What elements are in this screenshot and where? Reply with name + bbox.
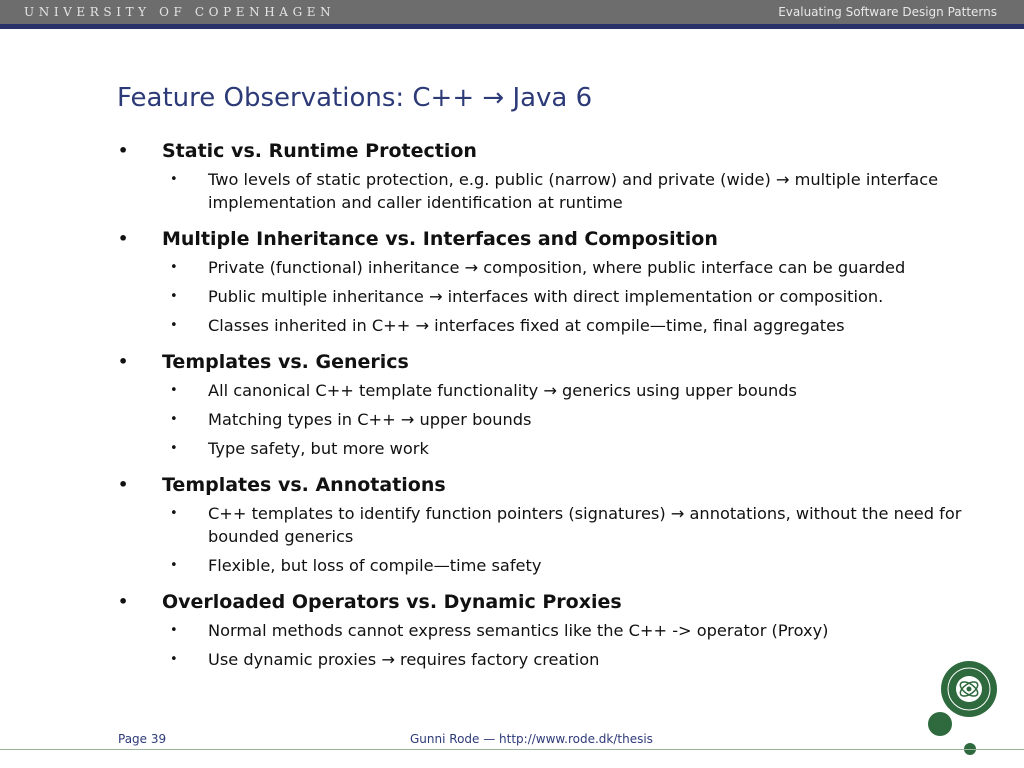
bullet-icon: • — [170, 383, 178, 398]
section-static-runtime — [116, 138, 996, 214]
list-item — [116, 502, 996, 548]
list-item-text: Flexible, but loss of compile—time safety — [208, 556, 542, 575]
list-item-text: All canonical C++ template functionality → generics using upper bounds — [208, 381, 797, 400]
list-item-text: Type safety, but more work — [208, 439, 429, 458]
section-heading-text: Templates vs. Generics — [162, 351, 409, 373]
decorative-dot-large — [928, 712, 952, 736]
section-heading — [116, 138, 996, 164]
page-number: Page 39 — [118, 732, 167, 746]
section-templates-generics — [116, 349, 996, 460]
header-bar — [0, 0, 1024, 24]
list-item-text: Use dynamic proxies → requires factory creation — [208, 650, 600, 669]
bullet-icon: • — [170, 441, 178, 456]
university-seal-icon — [940, 660, 998, 718]
list-item-text: Classes inherited in C++ → interfaces fixed at compile—time, final aggregates — [208, 316, 845, 335]
section-inheritance — [116, 226, 996, 337]
list-item-text: Two levels of static protection, e.g. public (narrow) and private (wide) → multiple interface implementation and caller identification at runtime — [208, 170, 939, 212]
list-item — [116, 256, 996, 279]
bullet-icon: • — [118, 475, 129, 494]
list-item — [116, 648, 996, 671]
section-heading — [116, 589, 996, 615]
section-heading-text: Templates vs. Annotations — [162, 474, 446, 496]
bullet-icon: • — [170, 652, 178, 667]
list-item — [116, 379, 996, 402]
list-item-text: Private (functional) inheritance → composition, where public interface can be guarded — [208, 258, 906, 277]
header-rule — [0, 24, 1024, 29]
university-name: UNIVERSITY OF COPENHAGEN — [24, 5, 336, 19]
section-heading — [116, 226, 996, 252]
list-item — [116, 168, 996, 214]
list-item — [116, 554, 996, 577]
bullet-icon: • — [170, 260, 178, 275]
list-item — [116, 437, 996, 460]
bullet-icon: • — [118, 141, 129, 160]
section-operators-proxies — [116, 589, 996, 671]
list-item — [116, 314, 996, 337]
section-heading-text: Static vs. Runtime Protection — [162, 140, 477, 162]
section-heading — [116, 472, 996, 498]
list-item — [116, 285, 996, 308]
section-heading-text: Overloaded Operators vs. Dynamic Proxies — [162, 591, 622, 613]
bullet-icon: • — [170, 318, 178, 333]
bullet-icon: • — [170, 172, 178, 187]
bullet-icon: • — [118, 592, 129, 611]
footer-author: Gunni Rode — http://www.rode.dk/thesis — [410, 732, 653, 746]
section-templates-annotations — [116, 472, 996, 577]
section-heading — [116, 349, 996, 375]
bullet-icon: • — [170, 289, 178, 304]
bullet-icon: • — [170, 506, 178, 521]
list-item — [116, 408, 996, 431]
list-item-text: C++ templates to identify function pointers (signatures) → annotations, without the need for bounded generics — [208, 504, 962, 546]
bullet-icon: • — [170, 412, 178, 427]
list-item-text: Public multiple inheritance → interfaces with direct implementation or composition. — [208, 287, 884, 306]
list-item — [116, 619, 996, 642]
list-item-text: Normal methods cannot express semantics like the C++ -> operator (Proxy) — [208, 621, 829, 640]
footer-rule — [0, 749, 1024, 750]
list-item-text: Matching types in C++ → upper bounds — [208, 410, 532, 429]
bullet-icon: • — [170, 623, 178, 638]
bullet-icon: • — [118, 352, 129, 371]
deck-title: Evaluating Software Design Patterns — [778, 5, 997, 19]
slide-content — [116, 138, 996, 683]
slide-title: Feature Observations: C++ → Java 6 — [117, 83, 593, 113]
bullet-icon: • — [118, 229, 129, 248]
section-heading-text: Multiple Inheritance vs. Interfaces and Composition — [162, 228, 718, 250]
bullet-icon: • — [170, 558, 178, 573]
